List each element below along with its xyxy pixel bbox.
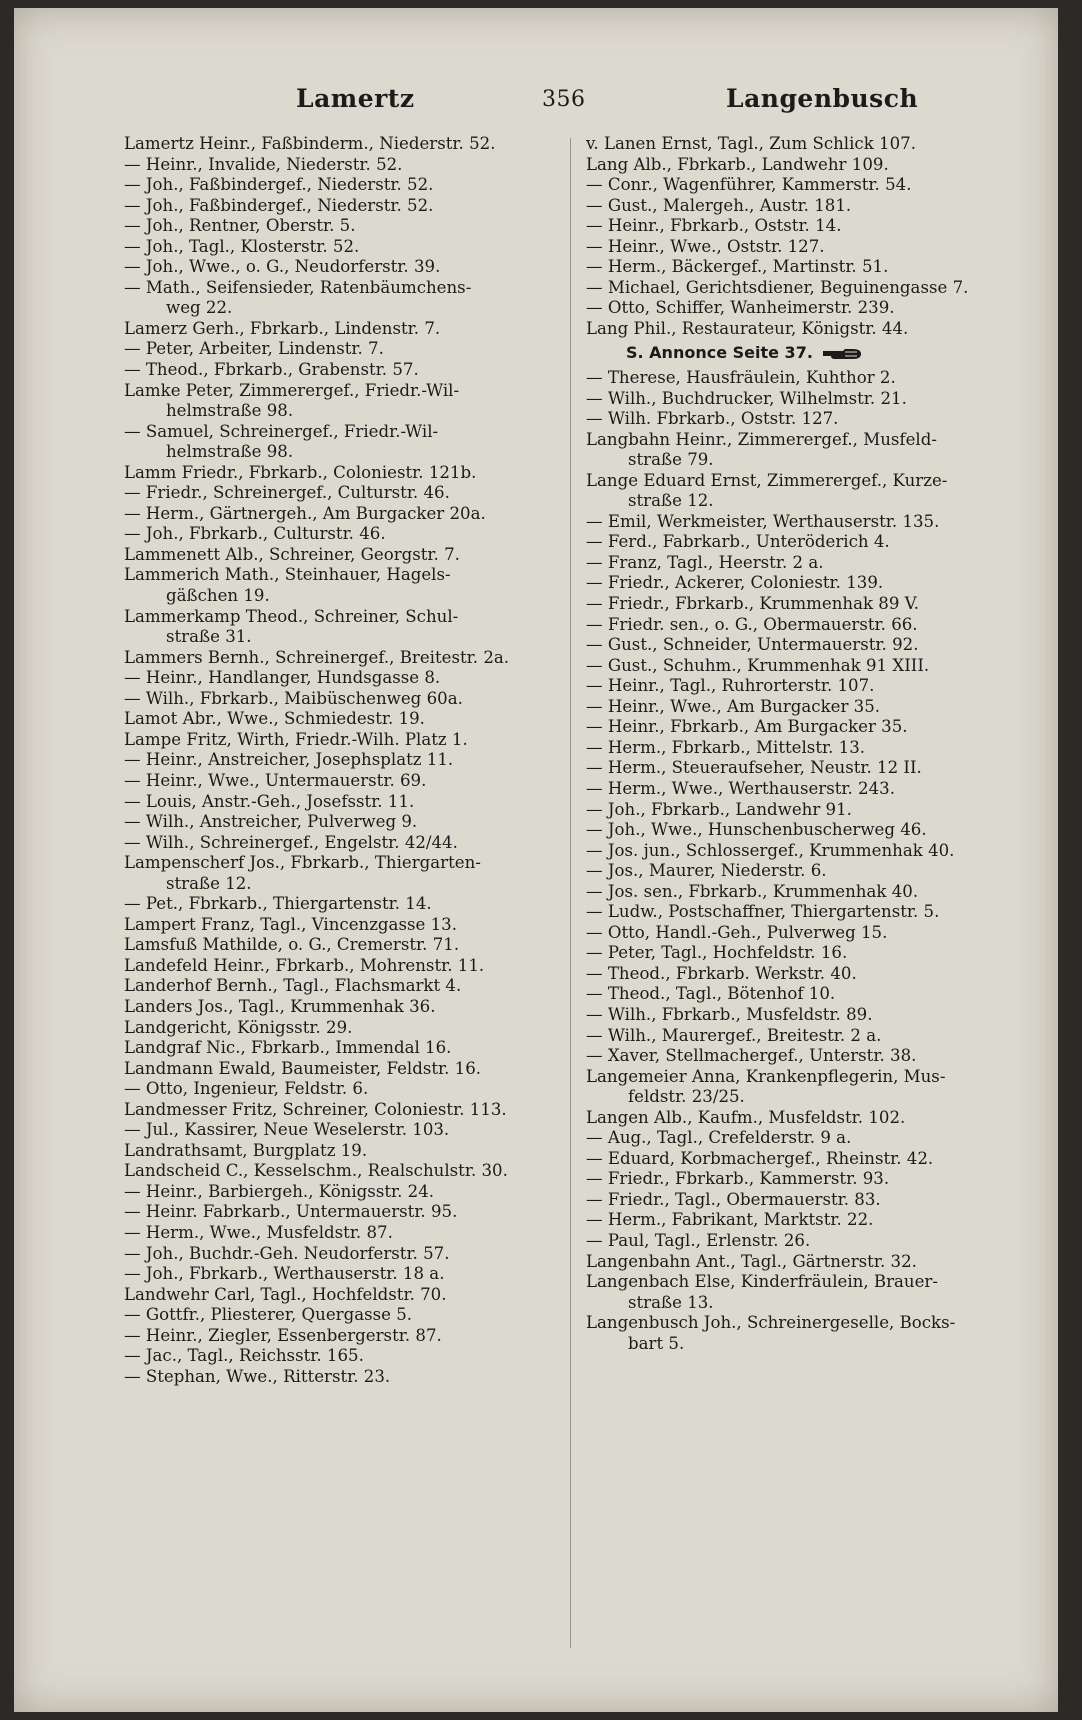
directory-entry: — Friedr., Fbrkarb., Krummenhak 89 V. bbox=[586, 594, 920, 614]
directory-entry: — Michael, Gerichtsdiener, Beguinengasse 7. bbox=[586, 277, 969, 297]
directory-entry: — Theod., Tagl., Bötenhof 10. bbox=[586, 984, 836, 1004]
directory-entry: — Joh., Faßbindergef., Niederstr. 52. bbox=[124, 175, 434, 195]
directory-entry: — Wilh., Buchdrucker, Wilhelmstr. 21. bbox=[586, 388, 907, 408]
directory-entry: — Peter, Tagl., Hochfeldstr. 16. bbox=[586, 943, 848, 963]
directory-entry: — Heinr., Anstreicher, Josephsplatz 11. bbox=[124, 750, 454, 770]
directory-entry: Lammerkamp Theod., Schreiner, Schul- bbox=[124, 606, 459, 626]
directory-entry: — Wilh., Anstreicher, Pulverweg 9. bbox=[124, 812, 418, 832]
directory-entry: Landrathsamt, Burgplatz 19. bbox=[124, 1140, 368, 1160]
directory-entry: — Theod., Fbrkarb., Grabenstr. 57. bbox=[124, 360, 419, 380]
directory-entry: — Herm., Wwe., Werthauserstr. 243. bbox=[586, 778, 896, 798]
entry-continuation: bart 5. bbox=[628, 1333, 685, 1353]
directory-entry: — Ferd., Fabrkarb., Unteröderich 4. bbox=[586, 532, 890, 552]
directory-entry: Landefeld Heinr., Fbrkarb., Mohrenstr. 11. bbox=[124, 955, 485, 975]
directory-entry: — Xaver, Stellmachergef., Unterstr. 38. bbox=[586, 1046, 917, 1066]
directory-entry: — Joh., Rentner, Oberstr. 5. bbox=[124, 216, 356, 236]
page-number: 356 bbox=[542, 87, 586, 112]
entry-continuation: straße 12. bbox=[628, 491, 714, 511]
entry-continuation: feldstr. 23/25. bbox=[628, 1087, 745, 1107]
directory-entry: — Otto, Schiffer, Wanheimerstr. 239. bbox=[586, 298, 895, 318]
directory-entry: Landmesser Fritz, Schreiner, Coloniestr. 113. bbox=[124, 1099, 507, 1119]
directory-entry: Langen Alb., Kaufm., Musfeldstr. 102. bbox=[586, 1107, 906, 1127]
directory-entry: Langenbahn Ant., Tagl., Gärtnerstr. 32. bbox=[586, 1251, 917, 1271]
directory-entry: — Heinr., Barbiergeh., Königsstr. 24. bbox=[124, 1181, 435, 1201]
directory-entry: Lampe Fritz, Wirth, Friedr.-Wilh. Platz 1. bbox=[124, 729, 468, 749]
header-right-keyword: Langenbusch bbox=[726, 84, 919, 113]
directory-entry: — Peter, Arbeiter, Lindenstr. 7. bbox=[124, 339, 384, 359]
directory-entry: — Joh., Fbrkarb., Culturstr. 46. bbox=[124, 524, 386, 544]
directory-entry: — Wilh., Schreinergef., Engelstr. 42/44. bbox=[124, 832, 458, 852]
directory-entry: — Stephan, Wwe., Ritterstr. 23. bbox=[124, 1366, 391, 1386]
directory-entry: v. Lanen Ernst, Tagl., Zum Schlick 107. bbox=[586, 134, 916, 153]
directory-entry: Langenbach Else, Kinderfräulein, Brauer- bbox=[586, 1272, 938, 1292]
entry-continuation: gäßchen 19. bbox=[166, 586, 270, 606]
directory-entry: — Samuel, Schreinergef., Friedr.-Wil- bbox=[124, 421, 439, 441]
page-header bbox=[14, 84, 1058, 120]
directory-entry: — Gust., Schuhm., Krummenhak 91 XIII. bbox=[586, 655, 930, 675]
directory-entry: Lamke Peter, Zimmerergef., Friedr.-Wil- bbox=[124, 380, 460, 400]
left-column bbox=[124, 134, 554, 1387]
entry-continuation: straße 12. bbox=[166, 873, 252, 893]
directory-entry: — Heinr., Tagl., Ruhrorterstr. 107. bbox=[586, 676, 875, 696]
directory-entry: — Pet., Fbrkarb., Thiergartenstr. 14. bbox=[124, 894, 432, 914]
directory-entry: Lamm Friedr., Fbrkarb., Coloniestr. 121b. bbox=[124, 462, 477, 482]
directory-entry: Lange Eduard Ernst, Zimmerergef., Kurze- bbox=[586, 470, 948, 490]
directory-entry: — Friedr., Fbrkarb., Kammerstr. 93. bbox=[586, 1169, 890, 1189]
directory-entry: — Wilh., Fbrkarb., Musfeldstr. 89. bbox=[586, 1004, 873, 1024]
directory-entry: Landers Jos., Tagl., Krummenhak 36. bbox=[124, 996, 436, 1016]
entry-continuation: straße 79. bbox=[628, 450, 714, 470]
directory-entry: — Herm., Fbrkarb., Mittelstr. 13. bbox=[586, 737, 866, 757]
entry-continuation: straße 31. bbox=[166, 627, 252, 647]
pointing-hand-icon bbox=[821, 346, 863, 362]
directory-entry: — Herm., Fabrikant, Marktstr. 22. bbox=[586, 1210, 874, 1230]
directory-entry: Lang Phil., Restaurateur, Königstr. 44. bbox=[586, 318, 909, 338]
directory-entry: — Otto, Ingenieur, Feldstr. 6. bbox=[124, 1079, 369, 1099]
directory-entry: Lang Alb., Fbrkarb., Landwehr 109. bbox=[586, 154, 889, 174]
annonce-reference bbox=[586, 343, 1026, 364]
directory-entry: Landscheid C., Kesselschm., Realschulstr. 30. bbox=[124, 1161, 508, 1181]
directory-entry: Lamsfuß Mathilde, o. G., Cremerstr. 71. bbox=[124, 935, 460, 955]
directory-entry: — Friedr., Ackerer, Coloniestr. 139. bbox=[586, 573, 884, 593]
entry-continuation: helmstraße 98. bbox=[166, 401, 294, 421]
right-column-bottom-entries bbox=[586, 368, 1026, 1354]
directory-entry: — Jac., Tagl., Reichsstr. 165. bbox=[124, 1346, 364, 1366]
directory-entry: — Jos. sen., Fbrkarb., Krummenhak 40. bbox=[586, 881, 919, 901]
directory-entry: — Herm., Wwe., Musfeldstr. 87. bbox=[124, 1222, 393, 1242]
entry-continuation: helmstraße 98. bbox=[166, 442, 294, 462]
directory-entry: — Gust., Malergeh., Austr. 181. bbox=[586, 195, 852, 215]
directory-entry: Landgericht, Königsstr. 29. bbox=[124, 1017, 353, 1037]
directory-entry: Lampenscherf Jos., Fbrkarb., Thiergarten- bbox=[124, 853, 481, 873]
directory-entry: — Heinr., Fbrkarb., Am Burgacker 35. bbox=[586, 717, 908, 737]
directory-entry: Landgraf Nic., Fbrkarb., Immendal 16. bbox=[124, 1038, 452, 1058]
directory-entry: — Joh., Fbrkarb., Werthauserstr. 18 a. bbox=[124, 1264, 445, 1284]
directory-entry: — Joh., Fbrkarb., Landwehr 91. bbox=[586, 799, 852, 819]
directory-entry: Lamertz Heinr., Faßbinderm., Niederstr. 52. bbox=[124, 134, 496, 153]
directory-entry: Langenbusch Joh., Schreinergeselle, Bocks- bbox=[586, 1313, 956, 1333]
entry-continuation: weg 22. bbox=[166, 298, 233, 318]
directory-entry: — Conr., Wagenführer, Kammerstr. 54. bbox=[586, 175, 912, 195]
directory-entry: — Heinr., Invalide, Niederstr. 52. bbox=[124, 154, 403, 174]
directory-entry: — Jos., Maurer, Niederstr. 6. bbox=[586, 861, 827, 881]
directory-entry: — Joh., Tagl., Klosterstr. 52. bbox=[124, 236, 360, 256]
directory-entry: — Jul., Kassirer, Neue Weselerstr. 103. bbox=[124, 1120, 450, 1140]
directory-entry: — Therese, Hausfräulein, Kuhthor 2. bbox=[586, 368, 896, 388]
directory-entry: — Heinr., Wwe., Untermauerstr. 69. bbox=[124, 770, 427, 790]
directory-entry: Landwehr Carl, Tagl., Hochfeldstr. 70. bbox=[124, 1284, 447, 1304]
directory-entry: Lamot Abr., Wwe., Schmiedestr. 19. bbox=[124, 709, 425, 729]
directory-entry: — Math., Seifensieder, Ratenbäumchens- bbox=[124, 277, 472, 297]
directory-entry: — Herm., Gärtnergeh., Am Burgacker 20a. bbox=[124, 503, 486, 523]
directory-entry: — Heinr., Wwe., Oststr. 127. bbox=[586, 236, 825, 256]
directory-entry: Langemeier Anna, Krankenpflegerin, Mus- bbox=[586, 1066, 946, 1086]
directory-entry: — Otto, Handl.-Geh., Pulverweg 15. bbox=[586, 922, 888, 942]
directory-entry: — Eduard, Korbmachergef., Rheinstr. 42. bbox=[586, 1148, 934, 1168]
directory-entry: Lammenett Alb., Schreiner, Georgstr. 7. bbox=[124, 544, 460, 564]
directory-entry: — Louis, Anstr.-Geh., Josefsstr. 11. bbox=[124, 791, 415, 811]
directory-entry: Landerhof Bernh., Tagl., Flachsmarkt 4. bbox=[124, 976, 462, 996]
directory-entry: Lampert Franz, Tagl., Vincenzgasse 13. bbox=[124, 914, 457, 934]
directory-entry: Lammerich Math., Steinhauer, Hagels- bbox=[124, 565, 451, 585]
directory-entry: — Herm., Bäckergef., Martinstr. 51. bbox=[586, 257, 889, 277]
directory-entry: — Gottfr., Pliesterer, Quergasse 5. bbox=[124, 1305, 413, 1325]
right-column-top-entries bbox=[586, 134, 1026, 339]
directory-entry: Langbahn Heinr., Zimmerergef., Musfeld- bbox=[586, 429, 937, 449]
header-left-keyword: Lamertz bbox=[296, 84, 415, 113]
entry-continuation: straße 13. bbox=[628, 1292, 714, 1312]
directory-entry: Lamerz Gerh., Fbrkarb., Lindenstr. 7. bbox=[124, 318, 441, 338]
directory-entry: — Wilh., Maurergef., Breitestr. 2 a. bbox=[586, 1025, 882, 1045]
directory-entry: — Heinr., Handlanger, Hundsgasse 8. bbox=[124, 668, 441, 688]
directory-entry: — Gust., Schneider, Untermauerstr. 92. bbox=[586, 635, 919, 655]
directory-entry: — Joh., Buchdr.-Geh. Neudorferstr. 57. bbox=[124, 1243, 450, 1263]
directory-entry: — Paul, Tagl., Erlenstr. 26. bbox=[586, 1230, 811, 1250]
directory-entry: — Theod., Fbrkarb. Werkstr. 40. bbox=[586, 963, 857, 983]
directory-entry: Landmann Ewald, Baumeister, Feldstr. 16. bbox=[124, 1058, 482, 1078]
directory-entry: — Aug., Tagl., Crefelderstr. 9 a. bbox=[586, 1128, 852, 1148]
directory-page bbox=[14, 8, 1058, 1712]
annonce-text: S. Annonce Seite 37. bbox=[626, 343, 813, 363]
directory-entry: — Ludw., Postschaffner, Thiergartenstr. 5. bbox=[586, 902, 940, 922]
directory-entry: — Jos. jun., Schlossergef., Krummenhak 40. bbox=[586, 840, 955, 860]
directory-entry: — Heinr. Fabrkarb., Untermauerstr. 95. bbox=[124, 1202, 458, 1222]
directory-entry: Lammers Bernh., Schreinergef., Breitestr. 2a. bbox=[124, 647, 510, 667]
directory-entry: — Herm., Steueraufseher, Neustr. 12 II. bbox=[586, 758, 922, 778]
directory-entry: — Joh., Wwe., Hunschenbuscherweg 46. bbox=[586, 820, 927, 840]
column-divider bbox=[570, 138, 571, 1648]
directory-entry: — Heinr., Wwe., Am Burgacker 35. bbox=[586, 696, 881, 716]
directory-entry: — Friedr., Tagl., Obermauerstr. 83. bbox=[586, 1189, 881, 1209]
directory-entry: — Heinr., Fbrkarb., Oststr. 14. bbox=[586, 216, 842, 236]
directory-entry: — Wilh. Fbrkarb., Oststr. 127. bbox=[586, 409, 839, 429]
directory-entry: — Emil, Werkmeister, Werthauserstr. 135. bbox=[586, 511, 940, 531]
directory-entry: — Heinr., Ziegler, Essenbergerstr. 87. bbox=[124, 1325, 442, 1345]
directory-entry: — Joh., Faßbindergef., Niederstr. 52. bbox=[124, 195, 434, 215]
directory-entry: — Friedr. sen., o. G., Obermauerstr. 66. bbox=[586, 614, 918, 634]
directory-entry: — Joh., Wwe., o. G., Neudorferstr. 39. bbox=[124, 257, 441, 277]
directory-entry: — Wilh., Fbrkarb., Maibüschenweg 60a. bbox=[124, 688, 463, 708]
directory-entry: — Friedr., Schreinergef., Culturstr. 46. bbox=[124, 483, 450, 503]
right-column bbox=[586, 134, 1026, 1354]
directory-entry: — Franz, Tagl., Heerstr. 2 a. bbox=[586, 552, 824, 572]
